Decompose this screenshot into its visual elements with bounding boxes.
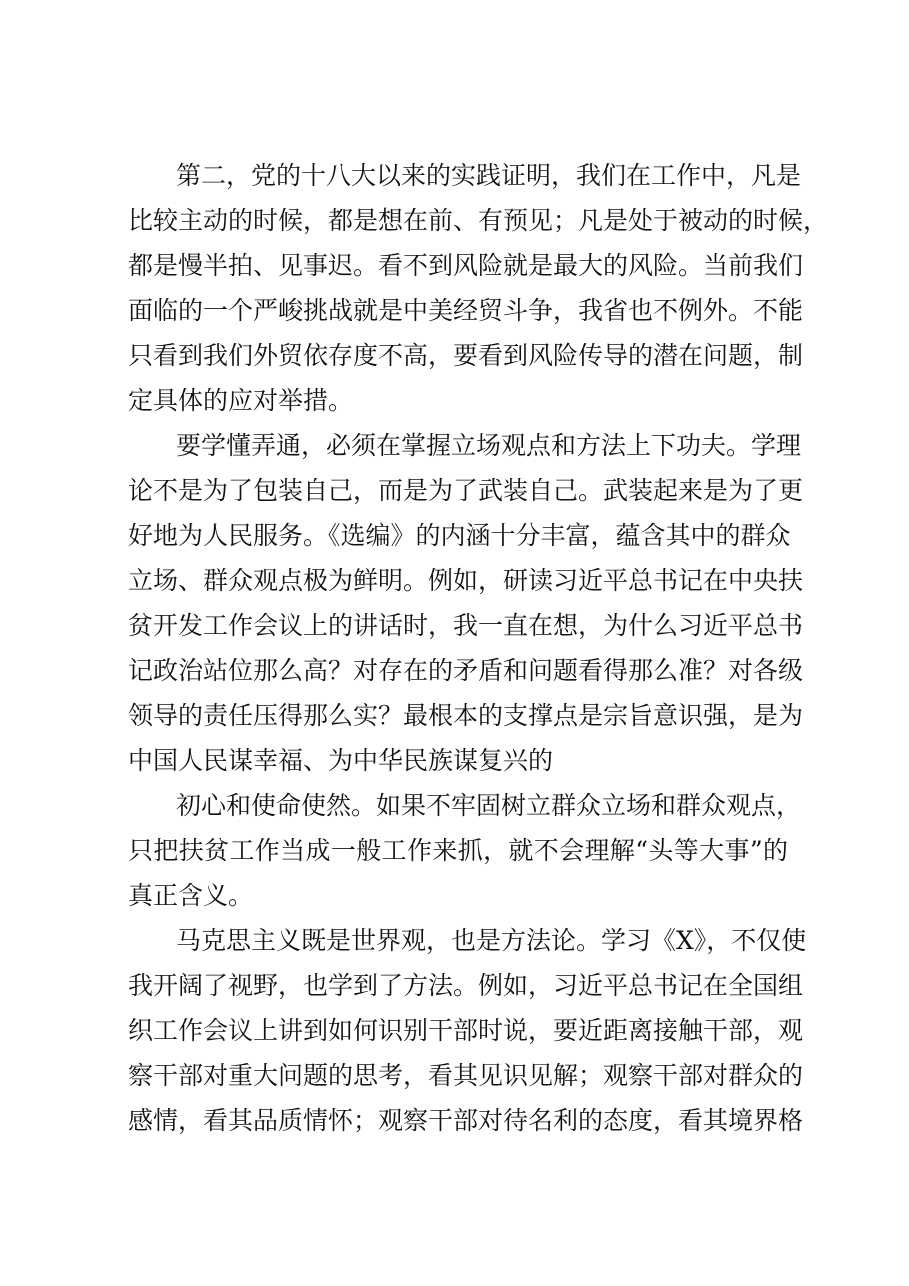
paragraph-2-line-1: 要学懂弄通，必须在掌握立场观点和方法上下功夫。学理 — [176, 431, 802, 460]
paragraph-1-line-4: 面临的一个严峻挑战就是中美经贸斗争，我省也不例外。不能 — [128, 296, 804, 325]
paragraph-2-line-8: 中国人民谋幸福、为中华民族谋复兴的 — [128, 746, 554, 775]
paragraph-3-line-1: 初心和使命使然。如果不牢固树立群众立场和群众观点， — [176, 791, 802, 820]
paragraph-2-line-3: 好地为人民服务。《选编》的内涵十分丰富，蕴含其中的群众 — [128, 521, 791, 550]
paragraph-1-line-6: 定具体的应对举措。 — [128, 386, 354, 415]
paragraph-4-line-1: 马克思主义既是世界观，也是方法论。学习《X》，不仅使 — [176, 926, 807, 955]
paragraph-2-line-6: 记政治站位那么高？对存在的矛盾和问题看得那么准？对各级 — [128, 656, 804, 685]
paragraph-2-line-4: 立场、群众观点极为鲜明。例如，研读习近平总书记在中央扶 — [128, 566, 804, 595]
paragraph-4-line-2: 我开阔了视野，也学到了方法。例如，习近平总书记在全国组 — [128, 971, 804, 1000]
paragraph-1-line-5: 只看到我们外贸依存度不高，要看到风险传导的潜在问题，制 — [128, 341, 804, 370]
paragraph-1-line-3: 都是慢半拍、见事迟。看不到风险就是最大的风险。当前我们 — [128, 251, 804, 280]
paragraph-4-line-5: 感情，看其品质情怀；观察干部对待名利的态度，看其境界格 — [128, 1106, 804, 1135]
paragraph-3-line-3: 真正含义。 — [128, 881, 254, 910]
paragraph-1-line-1: 第二，党的十八大以来的实践证明，我们在工作中，凡是 — [176, 161, 802, 190]
paragraph-2-line-5: 贫开发工作会议上的讲话时，我一直在想，为什么习近平总书 — [128, 611, 804, 640]
paragraph-1-line-2: 比较主动的时候，都是想在前、有预见；凡是处于被动的时候， — [128, 206, 829, 235]
paragraph-2-line-7: 领导的责任压得那么实？最根本的支撑点是宗旨意识强，是为 — [128, 701, 804, 730]
paragraph-3-line-2: 只把扶贫工作当成一般工作来抓，就不会理解“头等大事”的 — [128, 836, 788, 865]
paragraph-4-line-3: 织工作会议上讲到如何识别干部时说，要近距离接触干部，观 — [128, 1016, 804, 1045]
paragraph-2-line-2: 论不是为了包装自己，而是为了武装自己。武装起来是为了更 — [128, 476, 804, 505]
paragraph-4-line-4: 察干部对重大问题的思考，看其见识见解；观察干部对群众的 — [128, 1061, 804, 1090]
